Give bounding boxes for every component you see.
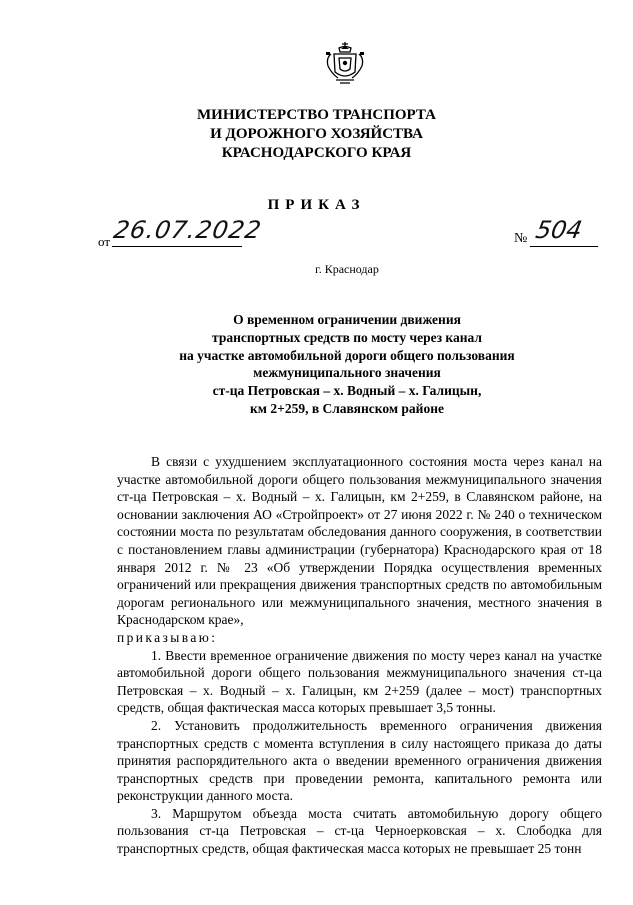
coat-of-arms-icon [322, 38, 368, 86]
subject-line-5: ст-ца Петровская – х. Водный – х. Галицын, [212, 383, 482, 399]
order-item-3: 3. Маршрутом объезда моста считать автомобильную дорогу общего пользования ст-ца Петровская – ст-ца Черноерковская – х. Слободка для транспортных средств, общая фактическая масса которых не превышает 25 тонн [117, 805, 602, 857]
subject-line-6: км 2+259, в Славянском районе [250, 400, 444, 416]
handwritten-number: 504 [533, 216, 585, 244]
ministry-name [0, 106, 633, 163]
date-prefix: от [98, 234, 111, 249]
city: г. Краснодар [315, 262, 379, 276]
ministry-line-2: И ДОРОЖНОГО ХОЗЯЙСТВА [210, 126, 423, 142]
order-title: ПРИКАЗ [267, 197, 366, 213]
handwritten-date: 26.07.2022 [111, 216, 264, 244]
order-item-1: 1. Ввести временное ограничение движения по мосту через канал на участке автомобильной дороги общего пользования межмуниципального значения ст-ца Петровская – х. Водный – х. Галицын, км 2+259 (далее – мост) транспортных средств, общая фактическая масса которых превышает 3,5 тонны. [117, 647, 602, 716]
subject-line-3: на участке автомобильной дороги общего пользования [179, 347, 515, 363]
order-body [117, 453, 602, 858]
subject-line-4: межмуниципального значения [253, 365, 441, 381]
number-prefix: № [514, 231, 528, 246]
number-underline [530, 246, 598, 247]
order-word-text: приказываю: [117, 629, 218, 645]
order-word [117, 629, 602, 647]
ministry-line-1: МИНИСТЕРСТВО ТРАНСПОРТА [197, 107, 436, 123]
subject-line-1: О временном ограничении движения [233, 312, 461, 327]
preamble-paragraph: В связи с ухудшением эксплуатационного состояния моста через канал на участке автомобильной дороги общего пользования межмуниципального значения ст-ца Петровская – х. Водный – х. Галицын, км 2+259, в Славянском районе, на основании заключения АО «Стройпроект» от 27 июня 2022 г. № 240 о техническом состоянии моста по результатам обследования данного сооружения, в соответствии с постановлением главы администрации (губернатора) Краснодарского края от 18 января 2012 г. № 23 «Об утверждении Порядка осуществления временных ограничений или прекращения движения транспортных средств по автомобильным дорогам регионального или межмуниципального значения, местного значения в Краснодарском крае», [117, 454, 602, 628]
subject-line-2: транспортных средств по мосту через канал [212, 329, 482, 345]
ministry-line-3: КРАСНОДАРСКОГО КРАЯ [221, 145, 412, 161]
date-underline [112, 246, 242, 247]
order-item-2: 2. Установить продолжительность временного ограничения движения транспортных средств с момента вступления в силу настоящего приказа до даты принятия распорядительного акта о введении временного ограничения движения транспортных средств при проведении ремонта, капитального ремонта или реконструкции данного моста. [117, 717, 602, 804]
order-subject [0, 311, 633, 418]
